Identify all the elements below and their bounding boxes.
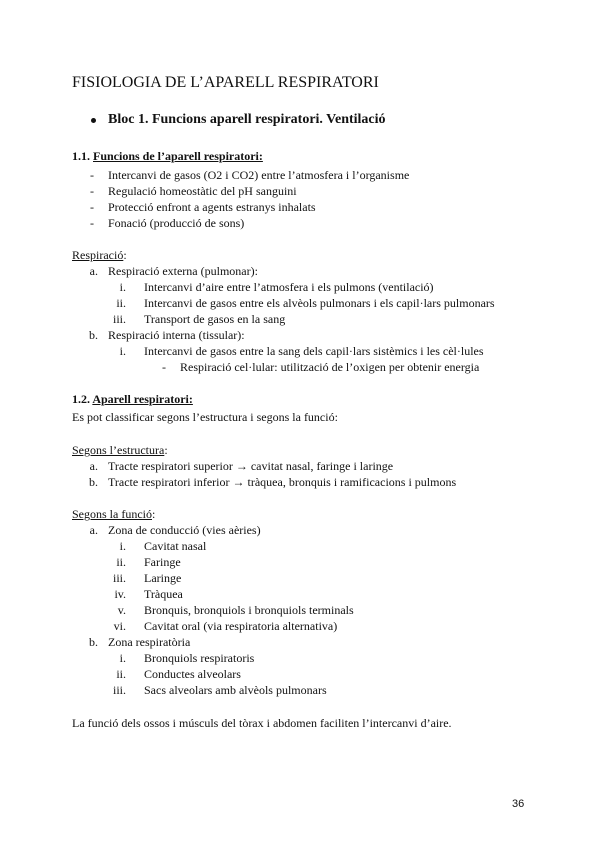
list-marker: iii. xyxy=(112,312,126,326)
list-item: Tracte respiratori superior → cavitat nasal, faringe i laringe xyxy=(108,459,394,473)
list-marker: i. xyxy=(119,280,126,294)
estructura-label: Segons l’estructura: xyxy=(72,443,168,457)
dash-marker: - xyxy=(90,184,94,198)
list-item: Intercanvi d’aire entre l’atmosfera i els pulmons (ventilació) xyxy=(144,280,434,294)
list-marker: i. xyxy=(119,539,126,553)
list-item: Intercanvi de gasos (O2 i CO2) entre l’atmosfera i l’organisme xyxy=(108,168,410,182)
list-marker: iii. xyxy=(112,571,126,585)
list-marker: a. xyxy=(89,264,98,278)
list-marker: i. xyxy=(119,344,126,358)
respiracio-label: Respiració: xyxy=(72,248,127,262)
list-item: Cavitat nasal xyxy=(144,539,207,553)
section-1-1-heading xyxy=(72,149,263,163)
section-1-2-heading xyxy=(72,392,193,406)
list-item: Regulació homeostàtic del pH sanguini xyxy=(108,184,297,198)
list-item: Faringe xyxy=(144,555,181,569)
dash-marker: - xyxy=(90,200,94,214)
bullet-icon xyxy=(91,118,96,123)
list-marker: v. xyxy=(117,603,126,617)
list-item: Transport de gasos en la sang xyxy=(144,312,286,326)
list-item: Intercanvi de gasos entre la sang dels capil·lars sistèmics i les cèl·lules xyxy=(144,344,484,358)
list-marker: ii. xyxy=(116,555,126,569)
list-item: Fonació (producció de sons) xyxy=(108,216,245,230)
list-item: Bronquis, bronquiols i bronquiols terminals xyxy=(144,603,354,617)
list-marker: a. xyxy=(89,523,98,537)
list-item: Zona de conducció (vies aèries) xyxy=(108,523,261,537)
list-item: Bronquiols respiratoris xyxy=(144,651,255,665)
list-item: Zona respiratòria xyxy=(108,635,191,649)
list-item: Tracte respiratori inferior → tràquea, bronquis i ramificacions i pulmons xyxy=(108,475,457,489)
list-marker: a. xyxy=(89,459,98,473)
dash-marker: - xyxy=(90,216,94,230)
funcio-label: Segons la funció: xyxy=(72,507,156,521)
list-item: Conductes alveolars xyxy=(144,667,241,681)
page-number: 36 xyxy=(512,798,525,810)
list-item: Respiració interna (tissular): xyxy=(108,328,245,342)
list-item: Cavitat oral (via respiratoria alternativa) xyxy=(144,619,338,633)
closing-paragraph: La funció dels ossos i músculs del tòrax i abdomen faciliten l’intercanvi d’aire. xyxy=(72,716,452,730)
list-marker: b. xyxy=(89,635,98,649)
section-title: Funcions de l’aparell respiratori: xyxy=(93,149,263,163)
section-title: Aparell respiratori: xyxy=(92,392,193,406)
dash-marker: - xyxy=(162,360,166,374)
section-number: 1.2. xyxy=(72,392,90,406)
list-marker: iii. xyxy=(112,683,126,697)
list-item: Tràquea xyxy=(144,587,183,601)
list-marker: ii. xyxy=(116,296,126,310)
list-marker: b. xyxy=(89,475,98,489)
list-item: Respiració externa (pulmonar): xyxy=(108,264,258,278)
list-item: Laringe xyxy=(144,571,182,585)
list-item: Intercanvi de gasos entre els alvèols pulmonars i els capil·lars pulmonars xyxy=(144,296,495,310)
page-title: FISIOLOGIA DE L’APARELL RESPIRATORI xyxy=(72,74,379,91)
paragraph: Es pot classificar segons l’estructura i segons la funció: xyxy=(72,410,338,424)
list-marker: vi. xyxy=(113,619,126,633)
list-item: Sacs alveolars amb alvèols pulmonars xyxy=(144,683,327,697)
list-item: Protecció enfront a agents estranys inhalats xyxy=(108,200,316,214)
list-marker: i. xyxy=(119,651,126,665)
list-item: Respiració cel·lular: utilització de l’oxigen per obtenir energia xyxy=(180,360,480,374)
section-number: 1.1. xyxy=(72,149,90,163)
list-marker: b. xyxy=(89,328,98,342)
list-marker: ii. xyxy=(116,667,126,681)
bloc-heading: Bloc 1. Funcions aparell respiratori. Ventilació xyxy=(108,112,386,127)
list-marker: iv. xyxy=(114,587,126,601)
dash-marker: - xyxy=(90,168,94,182)
